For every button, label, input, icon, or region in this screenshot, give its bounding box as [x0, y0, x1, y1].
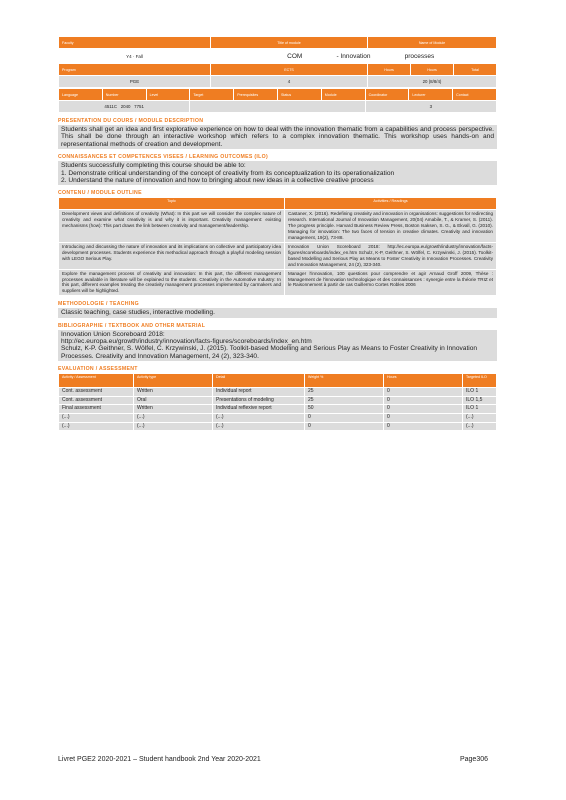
outcomes-intro: Students successfully completing this course should be able to:: [61, 162, 246, 170]
header-cell: Status: [277, 89, 321, 101]
table-row: [59, 422, 497, 431]
header-cell: Contact: [453, 89, 497, 101]
contents-header: Activities / Readings: [285, 198, 497, 210]
program-value: PGE: [59, 76, 211, 88]
eval-header: Detail: [213, 374, 305, 388]
eval-cell: (...): [463, 414, 497, 423]
page-footer: [58, 756, 488, 763]
methodology-text: Classic teaching, case studies, interactive modelling.: [58, 308, 497, 317]
eval-cell: 0: [384, 396, 463, 405]
eval-cell: 25: [305, 396, 384, 405]
eval-cell: Oral: [134, 396, 213, 405]
eval-cell: 0: [384, 405, 463, 414]
outcome-item: 2. Understand the nature of innovation and how to bringing about new ideas in a collective creative process: [61, 177, 374, 185]
eval-cell: Presentations of modeling: [213, 396, 305, 405]
eval-cell: 0: [384, 414, 463, 423]
eval-cell: (...): [134, 422, 213, 431]
eval-cell: Cont. assessment: [59, 388, 134, 397]
outcome-item: 1. Demonstrate critical understanding of the concept of creativity from its conceptualization to its operationalization: [61, 169, 395, 177]
section-title-outcomes: CONNAISSANCES ET COMPETENCES VISEES / LEARNING OUTCOMES (ILO): [58, 154, 268, 161]
contents-table: [58, 197, 497, 296]
eval-cell: (...): [134, 414, 213, 423]
header-cell: Level: [146, 89, 190, 101]
contents-topic: Development views and definitions of creativity (What): In this part we will consider the complex nature of creativity and examine what creativity is and why it is important. Creativity management: existing mechanisms (how): This part draws the link between creativity and management/leadership.: [59, 210, 285, 243]
meta-table: [58, 88, 497, 113]
course-sheet: [58, 36, 497, 431]
eval-cell: Individual reflexive report: [213, 405, 305, 414]
header-cell: Program: [59, 64, 211, 76]
outcomes-box: [58, 161, 497, 185]
bibliography-line: Innovation Union Scoreboard 2018:: [61, 330, 165, 338]
meta-value: 4511C 2040 7751: [59, 101, 190, 113]
eval-cell: ILO 1,5: [463, 396, 497, 405]
meta-value: 3: [365, 101, 496, 113]
section-title-bibliography: BIBLIOGRAPHIE / TEXTBOOK AND OTHER MATERIAL: [58, 322, 206, 329]
program-table: [58, 63, 497, 88]
header-cell: Target: [190, 89, 234, 101]
table-row: [59, 414, 497, 423]
ects-value: 4: [211, 76, 368, 88]
title-table: [58, 49, 497, 63]
eval-cell: 0: [384, 388, 463, 397]
header-cell: Faculty: [59, 37, 211, 49]
page-number: Page306: [459, 756, 488, 763]
eval-cell: 25: [305, 388, 384, 397]
module-code: COM: [211, 50, 306, 63]
module-title-part: processes: [401, 50, 496, 63]
evaluation-table: [58, 373, 497, 431]
contents-reading: Manager l'innovation, 100 questions pour comprendre et agir Arnaud Groff 2009, Thèse : Management de l'innovation technologique et des connaissances : synergie entre la théorie TRIZ et le Raisonnement à partir de cas Guillermo Cortes Robles 2006: [285, 269, 497, 296]
header-cell: Hours: [368, 64, 411, 76]
eval-cell: (...): [213, 414, 305, 423]
contents-reading: Innovation Union Scoreboard 2018: http://ec.europa.eu/growth/industry/innovation/facts-figures/scoreboards/index_en.htm Schulz, K-P, Geithner, S. Wölfel, C. Krzywinski, J. (2015). Toolkit-based Modelling and Serious Play as Means to Foster Creativity in Innovation Processes. Creativity and Innovation Management, 24 (2), 323-340.: [285, 242, 497, 269]
meta-value: [190, 101, 365, 113]
header-cell: Lecturer: [409, 89, 453, 101]
eval-cell: Cont. assessment: [59, 396, 134, 405]
header-cell: Hours: [411, 64, 454, 76]
contents-topic: Introducing and discussing the nature of innovation and its implications on collective and participatory idea development processes. Students experience this methodical approach through a playful modeling session with LEGO Serious Play.: [59, 242, 285, 269]
hours-value: 20 (8/8/4): [368, 76, 497, 88]
module-title-part: - Innovation: [306, 50, 401, 63]
eval-header: Targeted ILO: [463, 374, 497, 388]
header-cell: Total: [454, 64, 497, 76]
eval-header: Activity / Assessment: [59, 374, 134, 388]
table-row: [59, 388, 497, 397]
eval-cell: 0: [384, 422, 463, 431]
eval-cell: Final assessment: [59, 405, 134, 414]
footer-title: Livret PGE2 2020-2021 – Student handbook 2nd Year 2020-2021: [58, 756, 261, 763]
eval-cell: (...): [463, 422, 497, 431]
header-cell: Title of module: [211, 37, 368, 49]
table-row: [59, 396, 497, 405]
eval-header: Hours: [384, 374, 463, 388]
section-title-presentation: PRESENTATION DU COURS / MODULE DESCRIPTION: [58, 118, 204, 124]
bibliography-box: [58, 330, 497, 362]
header-cell: Language: [59, 89, 103, 101]
table-row: [59, 405, 497, 414]
section-title-contents: CONTENU / MODULE OUTLINE: [58, 190, 142, 197]
eval-cell: ILO 1: [463, 388, 497, 397]
contents-header: Topic: [59, 198, 285, 210]
eval-cell: Written: [134, 405, 213, 414]
header-cell: Prerequisites: [234, 89, 278, 101]
eval-cell: Individual report: [213, 388, 305, 397]
header-cell: Coordinator: [365, 89, 409, 101]
eval-cell: 0: [305, 422, 384, 431]
bibliography-line: Schulz, K-P. Geithner, S. Wölfel, C. Krzywinski, J. (2015). Toolkit-based Modelling and Serious Play as Means to Foster Creativity in Innovation Processes. Creativity and Innovation Management, 24 (2), 323-340.: [61, 345, 478, 360]
eval-header: Activity type: [134, 374, 213, 388]
header-cell: Number: [102, 89, 146, 101]
header-cell: ECTS: [211, 64, 368, 76]
term-cell: Y4 · Fall: [59, 50, 211, 63]
section-title-evaluation: EVALUATION / ASSESSMENT: [58, 366, 138, 373]
contents-topic: Explore the management process of creativity and innovation: In this part, the different management processes available in literature will be explained to the students. Creativity in the Automotive Industry: In this part, different examples treating the creativity management processes implemented by carmakers and suppliers will be highlighted.: [59, 269, 285, 296]
bibliography-line: http://ec.europa.eu/growth/industry/innovation/facts-figures/scoreboards/index_en.htm: [61, 338, 312, 346]
header-table: [58, 36, 497, 49]
eval-cell: ILO 1: [463, 405, 497, 414]
eval-cell: 0: [305, 414, 384, 423]
eval-cell: Written: [134, 388, 213, 397]
eval-cell: (...): [59, 414, 134, 423]
section-title-methodology: METHODOLOGIE / TEACHING: [58, 301, 139, 308]
presentation-text: Students shall get an idea and first explorative experience on how to deal with the innovation thematic from a capabilities and process perspective. This shall be done through an interactive workshop which refers to a complex innovation thematic. This workshop uses hands-on and representational methods of creation and development.: [58, 125, 497, 149]
header-cell: Name of Module: [368, 37, 497, 49]
eval-cell: (...): [213, 422, 305, 431]
header-cell: Module: [321, 89, 365, 101]
contents-reading: Castaner, X. (2016). Redefining creativity and innovation in organisations: suggestions for redirecting research. International Journal of Innovation Management, 20(04) Amabile, T., & Kramer, S. (2011). The progress principle. Harvard Business Review Press, Boston Isaksen, S. G., & Ekvall, G. (2010). Managing for innovation: The two faces of tension in creative climates. Creativity and innovation management, 19(2), 73-88.: [285, 210, 497, 243]
eval-cell: (...): [59, 422, 134, 431]
eval-cell: 50: [305, 405, 384, 414]
eval-header: Weight %: [305, 374, 384, 388]
